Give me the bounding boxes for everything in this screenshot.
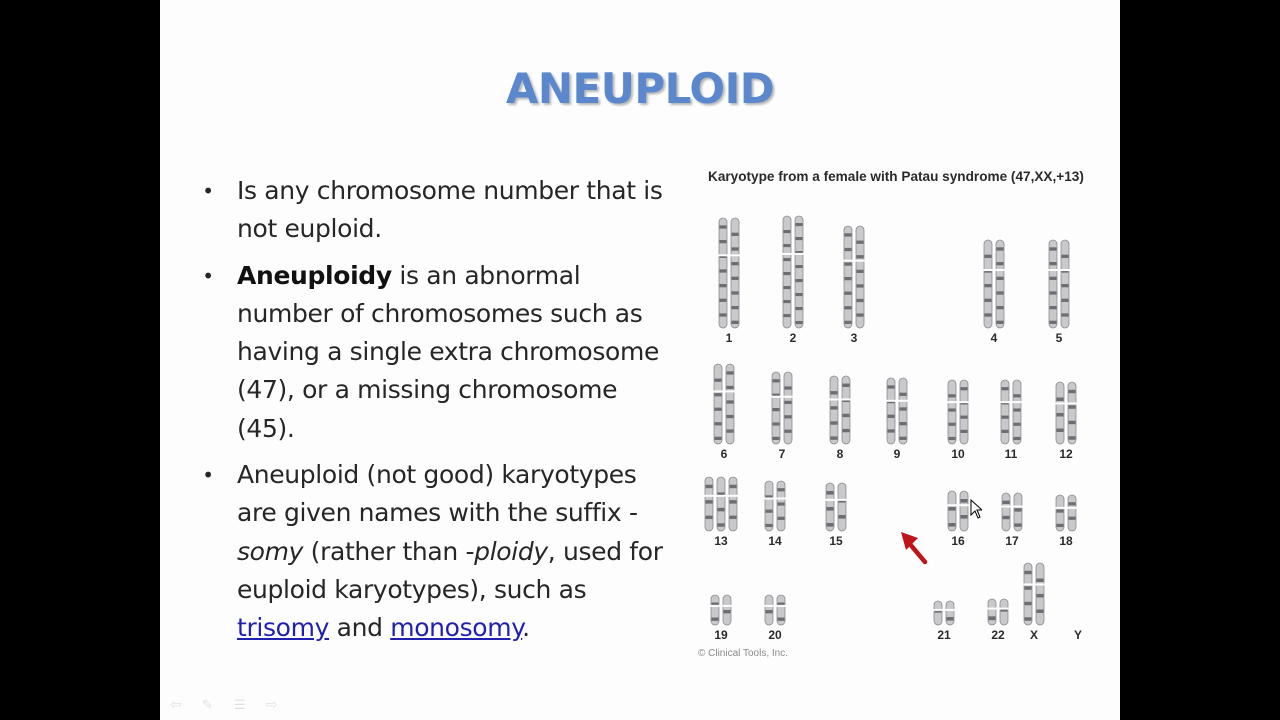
chromosome-label: 17 bbox=[1005, 534, 1019, 548]
chromosome-pair-21 bbox=[934, 601, 955, 625]
chromosome-label: 4 bbox=[990, 331, 998, 345]
chromosome-pair-10 bbox=[948, 380, 969, 444]
chromosome-label: X bbox=[1029, 628, 1039, 642]
bullet-text: (rather than - bbox=[303, 536, 475, 566]
chromosome-label: 13 bbox=[714, 534, 728, 548]
italic-term: somy bbox=[237, 536, 304, 566]
chromosome-pair-6 bbox=[714, 364, 735, 444]
chromosome-label: 11 bbox=[1004, 447, 1018, 461]
bullet-dot-icon: • bbox=[202, 463, 214, 488]
chromosome-pair-12 bbox=[1056, 382, 1077, 444]
trisomy-link[interactable]: trisomy bbox=[237, 613, 330, 643]
karyotype-figure bbox=[695, 166, 1105, 666]
slide-menu-icon[interactable] bbox=[234, 694, 252, 706]
pen-icon[interactable] bbox=[202, 694, 220, 706]
chromosome-pair-5 bbox=[1049, 240, 1070, 328]
mouse-cursor-icon bbox=[970, 499, 982, 519]
next-slide-icon[interactable] bbox=[266, 694, 284, 706]
chromosome-pair-9 bbox=[887, 378, 908, 444]
bullet-text: . bbox=[522, 613, 530, 643]
karyotype-caption: Karyotype from a female with Patau syndrome (47,XX,+13) bbox=[708, 169, 1084, 184]
italic-term: ploidy bbox=[474, 536, 548, 566]
previous-slide-icon[interactable] bbox=[170, 694, 188, 706]
chromosome-pair-20 bbox=[765, 595, 786, 625]
chromosome-label: 1 bbox=[725, 331, 733, 345]
chromosome-label: 6 bbox=[720, 447, 728, 461]
presentation-slide bbox=[160, 0, 1120, 720]
chromosome-pair-16 bbox=[948, 491, 969, 531]
chromosome-pair-13 bbox=[705, 477, 738, 531]
bullet-dot-icon: • bbox=[202, 179, 214, 203]
chromosome-pair-11 bbox=[1001, 380, 1022, 444]
chromosome-label: 5 bbox=[1055, 331, 1063, 345]
chromosome-label: 7 bbox=[778, 447, 786, 461]
chromosome-label: 2 bbox=[789, 331, 797, 345]
term-aneuploidy: Aneuploidy bbox=[237, 260, 392, 290]
chromosome-pair-18 bbox=[1056, 495, 1077, 531]
bullet-text: and bbox=[329, 613, 391, 643]
chromosome-label: 12 bbox=[1059, 447, 1073, 461]
chromosome-label: 8 bbox=[836, 447, 844, 461]
chromosome-pair-14 bbox=[765, 481, 786, 531]
chromosome-pair-17 bbox=[1002, 493, 1023, 531]
chromosome-label: 15 bbox=[829, 534, 843, 548]
slide-nav-controls bbox=[170, 694, 284, 706]
chromosome-pair-x bbox=[1024, 563, 1045, 625]
chromosome-pair-4 bbox=[984, 240, 1005, 328]
chromosome-pair-1 bbox=[719, 218, 740, 328]
bullet-item bbox=[202, 257, 682, 448]
bullet-item bbox=[202, 172, 682, 249]
chromosome-label: 20 bbox=[768, 628, 782, 642]
chromosome-label: 19 bbox=[714, 628, 728, 642]
monosomy-link[interactable]: monosomy bbox=[390, 613, 523, 643]
bullet-text: Aneuploid (not good) karyotypes are given names with the suffix - bbox=[237, 460, 638, 528]
copyright-footer: © Clinical Tools, Inc. bbox=[698, 648, 788, 659]
chromosome-label: 14 bbox=[768, 534, 782, 548]
chromosome-pair-7 bbox=[772, 372, 793, 444]
trisomy-arrow-icon bbox=[901, 532, 925, 562]
bullet-text: is an abnormal number of chromosomes such as having a single extra chromosome (47), or a missing chromosome (45). bbox=[237, 260, 659, 443]
chromosome-pair-22 bbox=[988, 599, 1009, 625]
slide-title: ANEUPLOID bbox=[505, 64, 775, 113]
chromosome-label: 22 bbox=[991, 628, 1005, 642]
chromosome-label: 16 bbox=[951, 534, 965, 548]
chromosome-pair-8 bbox=[830, 376, 851, 444]
chromosome-label: 9 bbox=[893, 447, 901, 461]
chromosome-pair-19 bbox=[711, 595, 732, 625]
chromosome-label: Y bbox=[1073, 628, 1083, 642]
chromosome-label: 18 bbox=[1059, 534, 1073, 548]
bullet-list bbox=[202, 172, 682, 656]
chromosome-label: 3 bbox=[850, 331, 858, 345]
chromosome-pair-3 bbox=[844, 226, 865, 328]
karyotype-image bbox=[695, 166, 1105, 666]
bullet-text: , used for euploid karyotypes), such as bbox=[237, 536, 663, 604]
bullet-item bbox=[202, 456, 682, 647]
chromosome-pair-2 bbox=[783, 216, 804, 328]
bullet-dot-icon: • bbox=[202, 263, 214, 288]
chromosome-label: 21 bbox=[937, 628, 951, 642]
chromosome-label: 10 bbox=[951, 447, 965, 461]
chromosome-pair-15 bbox=[826, 483, 847, 531]
bullet-text: Is any chromosome number that is not euploid. bbox=[237, 176, 663, 244]
